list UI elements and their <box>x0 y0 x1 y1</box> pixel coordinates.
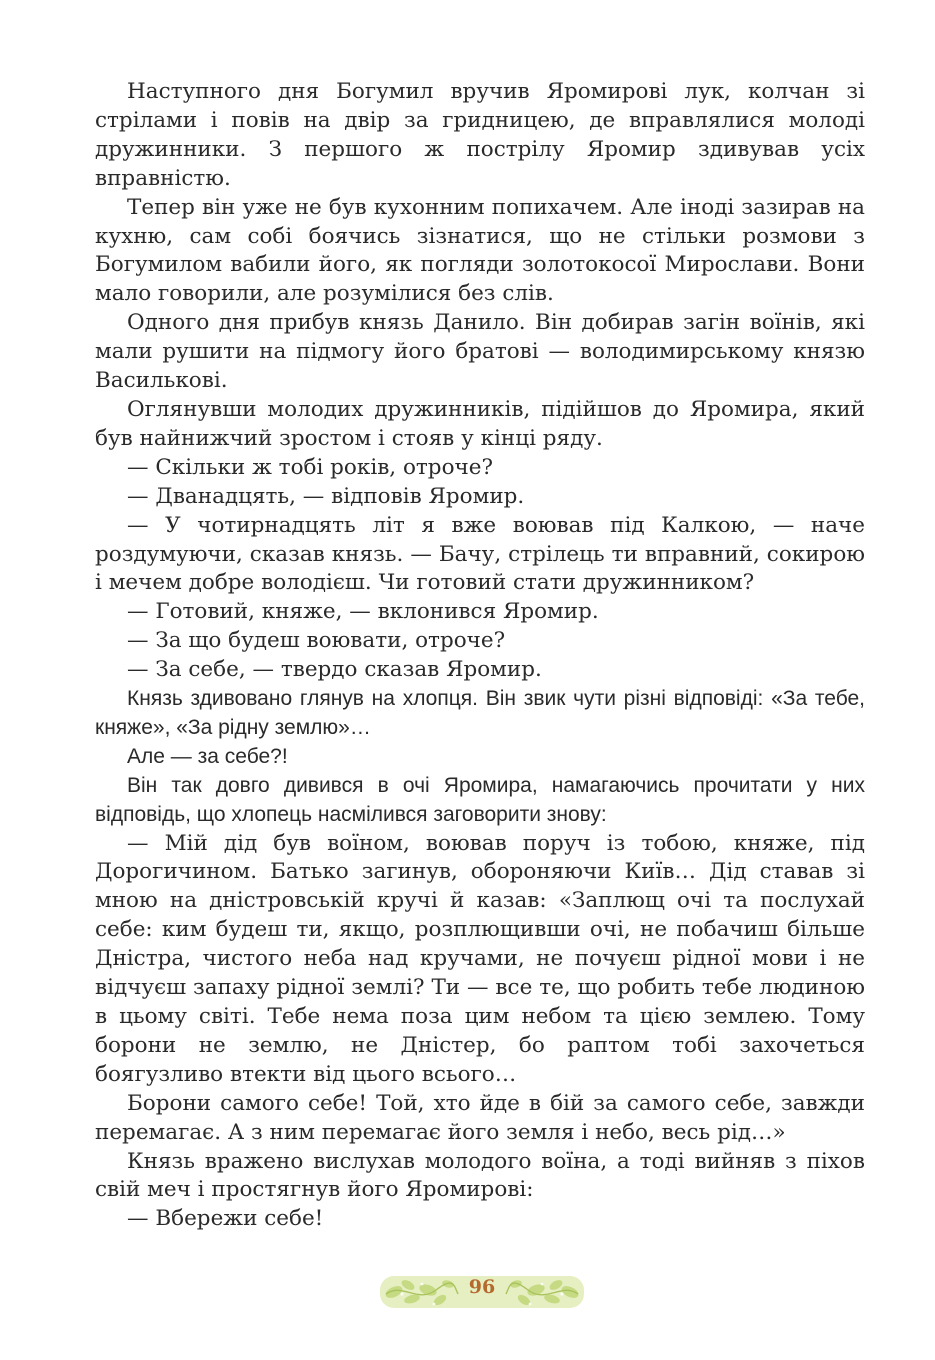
page-text <box>95 78 865 1234</box>
dialogue-line: — Вбережи себе! <box>127 1206 324 1232</box>
paragraph: Наступного дня Богумил вручив Яромирові лук, колчан зі стрілами і повів на двір за гридницею, де вправлялися молоді дружинники. З першого ж пострілу Яромир здивував усіх вправністю. <box>95 79 865 191</box>
dialogue-line: — У чотирнадцять літ я вже воював під Калкою, — наче роздумуючи, сказав князь. — Бачу, стрілець ти вправний, сокирою і мечем добре володієш. Чи готовий стати дружинником? <box>95 512 865 596</box>
paragraph: Князь здивовано глянув на хлопця. Він звик чути різні відповіді: «За тебе, княже», «За рідну землю»… <box>95 687 865 739</box>
dialogue-line: — Скільки ж тобі років, отроче? <box>127 454 493 480</box>
paragraph: Оглянувши молодих дружинників, підійшов до Яромира, який був найнижчий зростом і стояв у кінці ряду. <box>95 396 865 451</box>
dialogue-line: — За себе, — твердо сказав Яромир. <box>127 657 542 683</box>
paragraph: Борони самого себе! Той, хто йде в бій за самого себе, завжди перемагає. А з ним перемагає його земля і небо, весь рід…» <box>95 1090 865 1145</box>
paragraph: Одного дня прибув князь Данило. Він добирав загін воїнів, які мали рушити на підмогу його братові — володимирському князю Василькові. <box>95 310 865 394</box>
paragraph: Він так довго дивився в очі Яромира, намагаючись прочитати у них відповідь, що хлопець насмілився заговорити знову: <box>95 773 865 826</box>
dialogue-line: — За що будеш воювати, отроче? <box>127 628 506 654</box>
page-footer <box>378 1270 586 1314</box>
dialogue-line: — Готовий, княже, — вклонився Яромир. <box>127 599 599 625</box>
dialogue-line: — Мій дід був воїном, воював поруч із тобою, княже, під Дорогичином. Батько загинув, обороняючи Київ… Дід ставав зі мною на дністровській кручі й казав: «Заплющ очі та послухай себе: ким будеш ти, якщо, розплющивши очі, не побачиш більше Дністра, чистого неба над кручами, не почуєш рідної мови і не відчуєш запаху рідної землі? Ти — все те, що робить тебе людиною в цьому світі. Тебе нема поза цим небом та цією землею. Тому борони не землю, не Дністер, бо раптом тобі захочеться боягузливо втекти від цього всього… <box>95 830 865 1087</box>
paragraph: Князь вражено вислухав молодого воїна, а тоді вийняв з піхов свій меч і простягнув його Яромирові: <box>95 1148 865 1203</box>
page-number: 96 <box>468 1276 496 1298</box>
paragraph: Але — за себе?! <box>127 744 288 768</box>
dialogue-line: — Дванадцять, — відповів Яромир. <box>127 483 525 509</box>
paragraph: Тепер він уже не був кухонним попихачем. Але іноді зазирав на кухню, сам собі боячись зізнатися, що не стільки розмови з Богумилом вабили його, як погляди золотокосої Мирослави. Вони мало говорили, але розумілися без слів. <box>95 194 865 307</box>
